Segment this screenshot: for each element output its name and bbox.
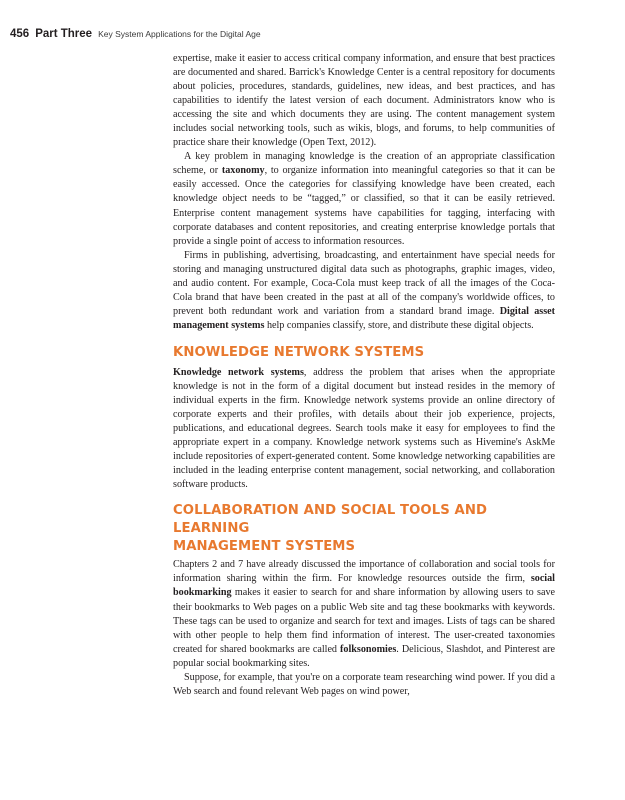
paragraph-knowledge-network [173, 366, 555, 492]
heading-line: COLLABORATION AND SOCIAL TOOLS AND LEARNING [173, 503, 488, 537]
paragraph-text: . Delicious, Slashdot, and Pinterest are popular social bookmarking sites. [173, 643, 555, 669]
text-column [173, 52, 555, 699]
paragraph-text: , address the problem that arises when the appropriate knowledge is not in the form of a digital document but instead resides in the memory of individual experts in the firm. Knowledge network systems provide an online directory of corporate experts and their profiles, with details about their job experience, projects, publications, and educational degrees. Search tools make it easy for employees to find the appropriate expert in a company. Knowledge network systems such as Hivemine's AskMe include repositories of expert-generated content. Some knowledge networking capabilities are included in the leading enterprise content management, social networking, and collaboration software products. [173, 366, 555, 491]
running-header [10, 24, 610, 42]
paragraph-text: Chapters 2 and 7 have already discussed the importance of collaboration and social tools for information sharing within the firm. For knowledge resources outside the firm, [173, 559, 555, 585]
paragraph-barrick [173, 52, 555, 150]
paragraph-text: A key problem in managing knowledge is the creation of an appropriate classification scheme, or [173, 151, 555, 177]
key-term-knowledge-network-systems: Knowledge network systems [173, 366, 304, 378]
paragraph-digital-assets [173, 249, 555, 333]
part-label: Part Three [35, 28, 93, 40]
page-number: 456 [10, 28, 30, 40]
paragraph-text: Suppose, for example, that you're on a corporate team researching wind power. If you did a Web search and found relevant Web pages on wind power, [173, 671, 555, 697]
section-heading-collaboration [173, 502, 555, 556]
section-heading-knowledge-network: KNOWLEDGE NETWORK SYSTEMS [173, 344, 425, 360]
paragraph-text: Firms in publishing, advertising, broadcasting, and entertainment have special needs for storing and managing unstructured digital data such as photographs, graphic images, video, and audio content. For example, Coca-Cola must keep track of all the images of the Coca-Cola brand that have been created in the past at all of the company's worldwide offices, to prevent both redundant work and variation from a standard brand image. [173, 249, 555, 317]
paragraph-text: makes it easier to search for and share information by allowing users to save their bookmarks to Web pages on a public Web site and tag these bookmarks with keywords. These tags can be used to organize and search for text and images. Lists of tags can be shared with other people to help them find information of interest. The user-created taxonomies created for shared bookmarks are called [173, 587, 555, 655]
key-term-taxonomy: taxonomy [221, 165, 265, 177]
chapter-title: Key System Applications for the Digital Age [98, 29, 261, 39]
paragraph-text: expertise, make it easier to access critical company information, and ensure that best practices are documented and shared. Barrick's Knowledge Center is a central repository for documents about policies, procedures, standards, guidelines, new ideas, and best practices, and has capabilities to identify the latest version of each document. Administrators know who is accessing the site and which documents they are using. The content management system includes social networking tools, such as wikis, blogs, and forums, to help communities of practice share their knowledge (Open Text, 2012). [173, 53, 555, 149]
paragraph-text: , to organize information into meaningful categories so that it can be easily accessed. Once the categories for classifying knowledge have been created, each knowledge object needs to be “tagged,” or classified, so that it can be easily retrieved. Enterprise content management systems have capabilities for tagging, interfacing with corporate databases and content repositories, and creating enterprise knowledge portals that provide a single point of access to information resources. [173, 165, 556, 247]
paragraph-social-bookmarking [173, 558, 555, 670]
paragraph-taxonomy [173, 150, 555, 248]
paragraph-text: help companies classify, store, and distribute these digital objects. [264, 319, 534, 331]
key-term-digital-asset-management: Digital asset management systems [173, 305, 555, 331]
key-term-folksonomies: folksonomies [340, 643, 397, 655]
heading-line: MANAGEMENT SYSTEMS [173, 539, 356, 555]
paragraph-wind-power [173, 671, 555, 699]
key-term-social-bookmarking: social bookmarking [173, 573, 555, 599]
